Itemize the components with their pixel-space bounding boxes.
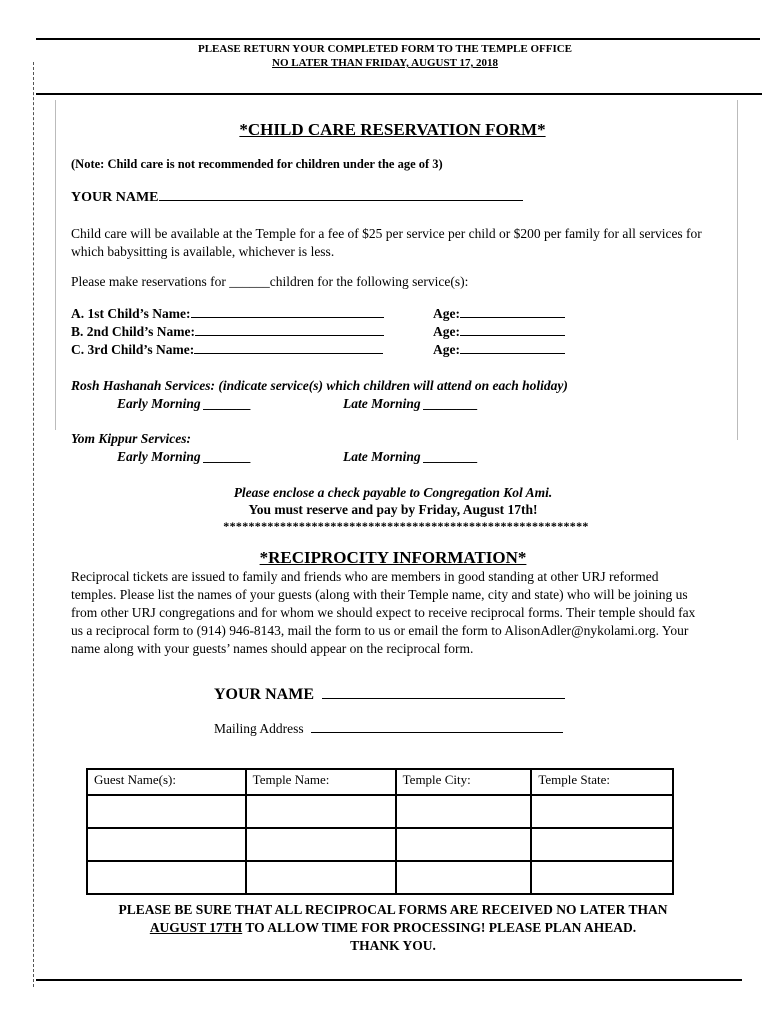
table-row (87, 828, 673, 861)
temple-state-cell[interactable] (531, 828, 673, 861)
footer-line-2-rest: TO ALLOW TIME FOR PROCESSING! PLEASE PLAN AHEAD. (242, 920, 637, 935)
your-name-field[interactable] (159, 200, 523, 201)
table-header-cell: Temple State: (531, 769, 673, 795)
temple-name-cell[interactable] (246, 795, 396, 828)
mailing-address-field[interactable] (311, 732, 563, 733)
mailing-address-label: Mailing Address (214, 721, 304, 736)
temple-city-cell[interactable] (396, 861, 532, 894)
fee-paragraph: Child care will be available at the Temple for a fee of $25 per service per child or $200 per family for all services for which babysitting is available, whichever is less. (71, 226, 702, 259)
reciprocity-name-label: YOUR NAME (214, 686, 314, 703)
table-header-row (87, 769, 673, 795)
child-age-label: Age: (433, 342, 460, 357)
reserve-row (71, 274, 468, 290)
your-name-row (71, 190, 523, 206)
yom-kippur-heading: Yom Kippur Services: (71, 431, 191, 446)
reserve-prefix: Please make reservations for (71, 274, 230, 289)
mailing-address-row (214, 721, 563, 737)
table-header-cell: Guest Name(s): (87, 769, 246, 795)
child-name-label: A. 1st Child’s Name: (71, 306, 191, 321)
table-row (87, 861, 673, 894)
yom-early-morning-field[interactable]: Early Morning _______ (117, 449, 252, 464)
guest-name-cell[interactable] (87, 795, 246, 828)
child-age-row (433, 342, 565, 358)
deadline-note: You must reserve and pay by Friday, August 17th! (248, 502, 538, 517)
child-name-field[interactable] (191, 317, 384, 318)
child-name-row (71, 306, 384, 322)
child-age-field[interactable] (460, 317, 565, 318)
header-line-1: PLEASE RETURN YOUR COMPLETED FORM TO THE TEMPLE OFFICE (197, 43, 573, 55)
child-age-label: Age: (433, 324, 460, 339)
header-line-2: NO LATER THAN FRIDAY, AUGUST 17, 2018 (272, 57, 498, 69)
children-count-field[interactable]: ______ (229, 274, 270, 289)
yom-late-morning-field[interactable]: Late Morning ________ (343, 449, 479, 464)
table-header-cell: Temple Name: (246, 769, 396, 795)
temple-state-cell[interactable] (531, 795, 673, 828)
age-note: (Note: Child care is not recommended for children under the age of 3) (71, 157, 443, 171)
reciprocity-name-field[interactable] (322, 698, 565, 699)
table-row (87, 795, 673, 828)
child-age-field[interactable] (460, 335, 565, 336)
temple-name-cell[interactable] (246, 828, 396, 861)
child-name-label: B. 2nd Child’s Name: (71, 324, 196, 339)
rosh-early-morning-field[interactable]: Early Morning _______ (117, 396, 252, 411)
child-name-field[interactable] (195, 335, 384, 336)
inner-right-line (737, 100, 738, 440)
child-age-label: Age: (433, 306, 460, 321)
guest-table (86, 768, 674, 895)
header-rule (36, 93, 762, 95)
child-name-row (71, 342, 383, 358)
reserve-suffix: children for the following service(s): (269, 274, 469, 289)
table-header-cell: Temple City: (396, 769, 532, 795)
rosh-late-morning-field[interactable]: Late Morning ________ (343, 396, 479, 411)
child-name-field[interactable] (194, 353, 383, 354)
child-age-row (433, 324, 565, 340)
temple-name-cell[interactable] (246, 861, 396, 894)
rosh-hashanah-heading: Rosh Hashanah Services: (indicate service(s) which children will attend on each holiday) (71, 378, 568, 393)
star-divider: ********************************************************** (223, 519, 589, 533)
footer-line-1: PLEASE BE SURE THAT ALL RECIPROCAL FORMS ARE RECEIVED NO LATER THAN (118, 902, 668, 917)
guest-name-cell[interactable] (87, 861, 246, 894)
reciprocity-paragraph: Reciprocal tickets are issued to family and friends who are members in good standing at other URJ reformed temples. Please list the names of your guests (along with their Temple name, city and state) who will be joining us from other URJ congregations and for whom we should expect to receive reciprocal forms. Their temple should fax us a reciprocal form to (914) 946-8143, mail the form to us or email the form to AlisonAdler@nykolami.org. Your name along with your guests’ names should appear on the reciprocal form. (71, 569, 696, 656)
inner-left-line (55, 100, 56, 430)
check-note: Please enclose a check payable to Congregation Kol Ami. (233, 485, 553, 500)
child-age-field[interactable] (460, 353, 565, 354)
temple-state-cell[interactable] (531, 861, 673, 894)
child-care-title: *CHILD CARE RESERVATION FORM* (239, 120, 546, 139)
child-name-label: C. 3rd Child’s Name: (71, 342, 195, 357)
temple-city-cell[interactable] (396, 828, 532, 861)
child-age-row (433, 306, 565, 322)
temple-city-cell[interactable] (396, 795, 532, 828)
footer-line-2 (0, 920, 770, 936)
guest-name-cell[interactable] (87, 828, 246, 861)
reciprocity-title: *RECIPROCITY INFORMATION* (259, 548, 527, 567)
child-name-row (71, 324, 384, 340)
footer-deadline: AUGUST 17TH (149, 920, 243, 935)
footer-thank-you: THANK YOU. (350, 938, 436, 953)
bottom-rule (36, 979, 742, 981)
top-rule (36, 38, 760, 40)
your-name-label: YOUR NAME (71, 190, 159, 205)
reciprocity-name-row (214, 686, 565, 704)
